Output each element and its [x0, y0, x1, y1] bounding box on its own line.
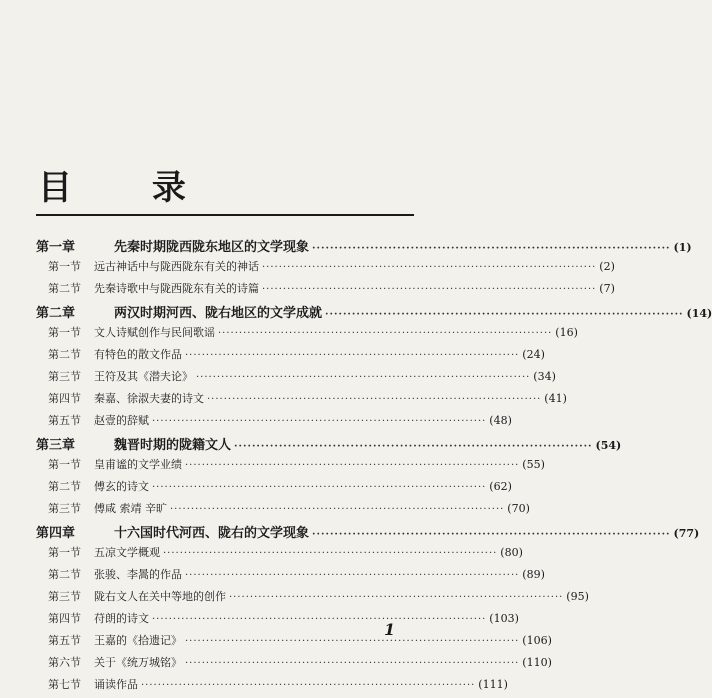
page-reference: (55)	[522, 458, 545, 471]
page-reference: (1)	[673, 241, 692, 254]
page-reference: (70)	[507, 502, 530, 515]
section-number: 第三节	[48, 502, 81, 515]
section-title: 傅咸 索靖 辛旷	[94, 502, 167, 515]
page-reference: (103)	[489, 612, 519, 625]
dot-leader: ················································································	[163, 548, 498, 559]
dot-leader: ················································································	[234, 441, 593, 452]
page-reference: (89)	[522, 568, 545, 581]
toc-section-entry	[36, 676, 508, 698]
section-number: 第一节	[48, 546, 81, 559]
toc-section-entry	[36, 368, 556, 390]
section-number: 第一节	[48, 326, 81, 339]
page-number: 1	[384, 620, 396, 639]
toc-chapter-entry	[36, 522, 700, 544]
section-number: 第二节	[48, 348, 81, 361]
section-title: 五凉文学概观	[94, 546, 160, 559]
page-reference: (41)	[544, 392, 567, 405]
table-of-contents	[36, 236, 712, 698]
dot-leader: ················································································	[229, 592, 564, 603]
section-title: 傅玄的诗文	[94, 480, 149, 493]
toc-section-entry	[36, 632, 552, 654]
dot-leader: ················································································	[152, 416, 487, 427]
toc-section-entry	[36, 456, 545, 478]
section-number: 第一节	[48, 458, 81, 471]
toc-section-entry	[36, 654, 552, 676]
toc-section-entry	[36, 324, 578, 346]
dot-leader: ················································································	[170, 504, 505, 515]
section-number: 第二节	[48, 568, 81, 581]
chapter-number: 第一章	[36, 240, 76, 255]
section-number: 第四节	[48, 612, 81, 625]
dot-leader: ················································································	[185, 570, 520, 581]
section-number: 第二节	[48, 480, 81, 493]
toc-section-entry	[36, 280, 615, 302]
page-reference: (16)	[555, 326, 578, 339]
section-title: 有特色的散文作品	[94, 348, 182, 361]
dot-leader: ················································································	[185, 350, 520, 361]
chapter-number: 第三章	[36, 438, 76, 453]
section-title: 张骏、李暠的作品	[94, 568, 182, 581]
title-divider	[36, 214, 414, 216]
page-reference: (2)	[599, 260, 615, 273]
section-title: 远古神话中与陇西陇东有关的神话	[94, 260, 259, 273]
section-title: 诵读作品	[94, 678, 138, 691]
dot-leader: ················································································	[262, 262, 597, 273]
toc-section-entry	[36, 544, 523, 566]
section-title: 赵壹的辞赋	[94, 414, 149, 427]
dot-leader: ················································································	[207, 394, 542, 405]
toc-section-entry	[36, 478, 512, 500]
page-reference: (7)	[599, 282, 615, 295]
section-title: 关于《统万城铭》	[94, 656, 182, 669]
section-number: 第四节	[48, 392, 81, 405]
dot-leader: ················································································	[196, 372, 531, 383]
section-title: 陇右文人在关中等地的创作	[94, 590, 226, 603]
page-reference: (24)	[522, 348, 545, 361]
chapter-title: 两汉时期河西、陇右地区的文学成就	[114, 306, 323, 321]
toc-chapter-entry	[36, 434, 622, 456]
toc-section-entry	[36, 500, 530, 522]
section-number: 第二节	[48, 282, 81, 295]
toc-section-entry	[36, 346, 545, 368]
toc-section-entry	[36, 566, 545, 588]
dot-leader: ················································································	[312, 243, 671, 254]
section-number: 第五节	[48, 634, 81, 647]
dot-leader: ················································································	[325, 309, 684, 320]
dot-leader: ················································································	[312, 529, 671, 540]
section-number: 第六节	[48, 656, 81, 669]
dot-leader: ················································································	[218, 328, 553, 339]
page-reference: (77)	[673, 527, 700, 540]
section-number: 第五节	[48, 414, 81, 427]
section-number: 第三节	[48, 370, 81, 383]
page-reference: (80)	[500, 546, 523, 559]
section-title: 文人诗赋创作与民间歌谣	[94, 326, 215, 339]
toc-section-entry	[36, 390, 567, 412]
dot-leader: ················································································	[262, 284, 597, 295]
dot-leader: ················································································	[185, 658, 520, 669]
page-reference: (14)	[686, 307, 712, 320]
page-reference: (106)	[522, 634, 552, 647]
dot-leader: ················································································	[152, 614, 487, 625]
page-reference: (111)	[478, 678, 508, 691]
page-title: 目 录	[38, 168, 220, 208]
chapter-title: 先秦时期陇西陇东地区的文学现象	[114, 240, 310, 255]
toc-section-entry	[36, 588, 589, 610]
dot-leader: ················································································	[141, 680, 476, 691]
toc-section-entry	[36, 412, 512, 434]
page-reference: (62)	[489, 480, 512, 493]
dot-leader: ················································································	[152, 482, 487, 493]
chapter-number: 第二章	[36, 306, 76, 321]
section-title: 王嘉的《拾遗记》	[94, 634, 182, 647]
section-title: 王符及其《潜夫论》	[94, 370, 193, 383]
page-reference: (95)	[566, 590, 589, 603]
section-number: 第三节	[48, 590, 81, 603]
section-title: 秦嘉、徐淑夫妻的诗文	[94, 392, 204, 405]
page-reference: (54)	[595, 439, 622, 452]
section-number: 第七节	[48, 678, 81, 691]
toc-chapter-entry	[36, 236, 692, 258]
chapter-title: 十六国时代河西、陇右的文学现象	[114, 526, 310, 541]
toc-chapter-entry	[36, 302, 712, 324]
section-title: 先秦诗歌中与陇西陇东有关的诗篇	[94, 282, 259, 295]
page-reference: (34)	[533, 370, 556, 383]
chapter-title: 魏晋时期的陇籍文人	[114, 438, 232, 453]
section-title: 苻朗的诗文	[94, 612, 149, 625]
section-number: 第一节	[48, 260, 81, 273]
chapter-number: 第四章	[36, 526, 76, 541]
section-title: 皇甫谧的文学业绩	[94, 458, 182, 471]
dot-leader: ················································································	[185, 460, 520, 471]
page-reference: (110)	[522, 656, 552, 669]
dot-leader: ················································································	[185, 636, 520, 647]
toc-section-entry	[36, 610, 519, 632]
toc-section-entry	[36, 258, 615, 280]
page-reference: (48)	[489, 414, 512, 427]
